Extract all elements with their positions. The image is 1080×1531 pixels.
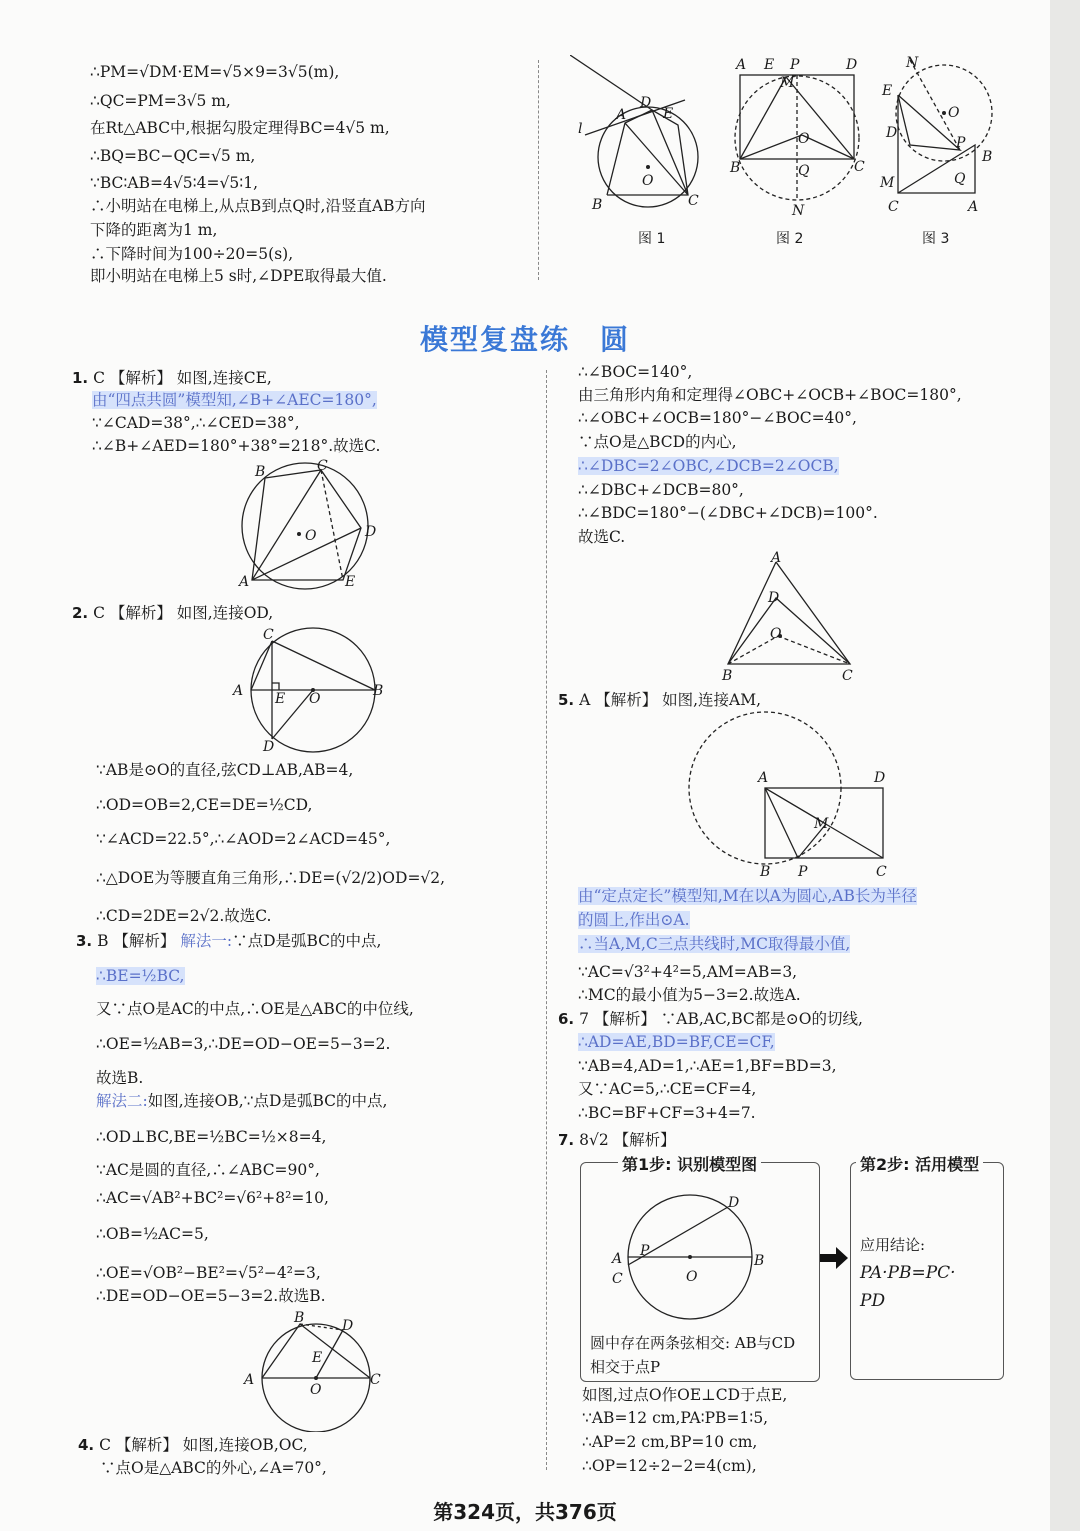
q7-diagram	[600, 1185, 775, 1320]
text-line: 又∵点O是AC的中点,∴OE是△ABC的中位线,	[96, 1000, 414, 1018]
svg-text:B: B	[255, 464, 266, 480]
svg-text:M: M	[880, 175, 895, 191]
svg-text:E: E	[312, 1350, 323, 1366]
arrow-icon	[820, 1245, 850, 1271]
svg-text:C: C	[854, 159, 865, 175]
text-line: 故选C.	[578, 528, 626, 546]
text-line: ∴∠DBC+∠DCB=80°,	[578, 481, 744, 499]
svg-text:B: B	[592, 197, 603, 213]
text-line: ∵AB=4,AD=1,∴AE=1,BF=BD=3,	[578, 1057, 837, 1075]
text-line: ∵AB是⊙O的直径,弦CD⊥AB,AB=4,	[96, 761, 354, 779]
text-line: ∵∠CAD=38°,∴∠CED=38°,	[92, 414, 300, 432]
text-line: 解法二:如图,连接OB,∵点D是弧BC的中点,	[96, 1092, 388, 1110]
svg-text:D: D	[263, 739, 275, 753]
text-line: ∴∠OBC+∠OCB=180°−∠BOC=40°,	[578, 409, 857, 427]
text-line: ∴OD⊥BC,BE=½BC=½×8=4,	[96, 1128, 327, 1146]
column-divider	[538, 60, 539, 280]
step2-text: 应用结论:	[860, 1236, 926, 1254]
svg-text:O: O	[948, 105, 960, 121]
text-line: ∴MC的最小值为5−3=2.故选A.	[578, 986, 801, 1004]
text-line: ∴CD=2DE=2√2.故选C.	[96, 907, 272, 925]
page-footer: 第324页，共376页	[433, 1500, 617, 1524]
svg-text:B: B	[760, 864, 771, 880]
text-line: 下降的距离为1 m,	[90, 221, 218, 239]
svg-text:Q: Q	[798, 163, 810, 179]
question-number: 1.	[72, 369, 89, 387]
q1-diagram	[225, 458, 385, 593]
section-title: 模型复盘练 圆	[419, 323, 630, 356]
q3-diagram	[238, 1308, 398, 1432]
text-line: 由“定点定长”模型知,M在以A为圆心,AB长为半径	[578, 887, 917, 905]
svg-text:A: A	[771, 550, 782, 566]
text-line: ∵AB=12 cm,PA∶PB=1∶5,	[582, 1409, 769, 1427]
question-1-line: 1. C 【解析】 如图,连接CE,	[72, 369, 272, 387]
text-line: ∴∠BDC=180°−(∠DBC+∠DCB)=100°.	[578, 504, 878, 522]
q5-diagram	[680, 708, 900, 883]
step2-heading: 第2步: 活用模型	[856, 1152, 983, 1175]
text-line: ∵点O是△BCD的内心,	[578, 433, 737, 451]
svg-text:O: O	[305, 528, 317, 544]
svg-text:P: P	[956, 135, 966, 151]
page-edge	[1050, 0, 1080, 1531]
svg-text:D: D	[728, 1195, 740, 1211]
svg-text:E: E	[663, 106, 674, 122]
svg-text:C: C	[612, 1271, 623, 1287]
svg-text:M: M	[814, 816, 829, 832]
figure-1-diagram	[570, 55, 698, 207]
svg-text:A: A	[233, 683, 244, 699]
text-line: ∴AD=AE,BD=BF,CE=CF,	[578, 1033, 775, 1051]
figure-3-diagram	[896, 60, 992, 193]
question-5-line: 5. A 【解析】 如图,连接AM,	[558, 691, 762, 709]
svg-text:l: l	[578, 121, 583, 137]
svg-text:N: N	[906, 55, 919, 71]
text-line: ∴∠B+∠AED=180°+38°=218°.故选C.	[92, 437, 381, 455]
svg-text:P: P	[640, 1243, 650, 1259]
text-line: ∴DE=OD−OE=5−3=2.故选B.	[96, 1287, 326, 1305]
svg-text:B: B	[373, 683, 384, 699]
text-line: ∴OE=√OB²−BE²=√5²−4²=3,	[96, 1264, 321, 1282]
text-line: ∴AP=2 cm,BP=10 cm,	[582, 1433, 758, 1451]
svg-text:E: E	[275, 691, 286, 707]
q2-diagram	[225, 625, 395, 753]
question-6-line: 6. 7 【解析】 ∵AB,AC,BC都是⊙O的切线,	[558, 1010, 863, 1028]
text-line: 又∵AC=5,∴CE=CF=4,	[578, 1080, 757, 1098]
svg-text:D: D	[342, 1318, 354, 1334]
text-line: 在Rt△ABC中,根据勾股定理得BC=4√5 m,	[90, 119, 390, 137]
text-line: ∵AC=√3²+4²=5,AM=AB=3,	[578, 963, 798, 981]
svg-text:C: C	[688, 193, 699, 209]
svg-text:N: N	[792, 203, 805, 219]
text-line: ∴∠DBC=2∠OBC,∠DCB=2∠OCB,	[578, 457, 839, 475]
svg-text:A: A	[758, 770, 769, 786]
text-line: ∴AC=√AB²+BC²=√6²+8²=10,	[96, 1189, 329, 1207]
svg-text:C: C	[370, 1372, 381, 1388]
question-7-line: 7. 8√2 【解析】	[558, 1131, 676, 1149]
text-line: ∴BC=BF+CF=3+4=7.	[578, 1104, 756, 1122]
text-line: 由三角形内角和定理得∠OBC+∠OCB+∠BOC=180°,	[578, 386, 962, 404]
svg-text:A: A	[239, 574, 250, 590]
svg-text:P: P	[798, 864, 808, 880]
step2-text: PD	[860, 1291, 886, 1311]
svg-text:A: A	[616, 107, 627, 123]
text-line: ∴PM=√DM·EM=√5×9=3√5(m),	[90, 63, 340, 81]
svg-text:B: B	[294, 1310, 305, 1326]
svg-text:D: D	[365, 524, 377, 540]
svg-text:C: C	[842, 668, 853, 683]
text-line: ∴OP=12÷2−2=4(cm),	[582, 1457, 757, 1475]
text-line: ∴QC=PM=3√5 m,	[90, 92, 231, 110]
text-line: 故选B.	[96, 1069, 144, 1087]
svg-text:C: C	[263, 627, 274, 643]
figure-caption: 图 1	[638, 231, 666, 247]
svg-text:E: E	[345, 574, 356, 590]
svg-text:B: B	[754, 1253, 765, 1269]
svg-text:A: A	[968, 199, 979, 215]
svg-text:A: A	[244, 1372, 255, 1388]
svg-text:A: A	[736, 57, 747, 73]
q4-diagram	[716, 548, 866, 683]
svg-text:O: O	[798, 131, 810, 147]
figure-caption: 图 2	[776, 231, 804, 247]
svg-text:D: D	[768, 590, 780, 606]
svg-text:A: A	[612, 1251, 623, 1267]
text-line: ∴OD=OB=2,CE=DE=½CD,	[96, 796, 313, 814]
text-line: ∴小明站在电梯上,从点B到点Q时,沿竖直AB方向	[90, 197, 426, 215]
svg-text:B: B	[722, 668, 733, 683]
text-line: ∴∠BOC=140°,	[578, 363, 693, 381]
text-line: ∵AC是圆的直径,∴∠ABC=90°,	[96, 1161, 320, 1179]
svg-text:E: E	[764, 57, 775, 73]
figure-caption: 图 3	[922, 231, 950, 247]
svg-text:O: O	[310, 1382, 322, 1398]
svg-text:C: C	[876, 864, 887, 880]
svg-text:O: O	[642, 173, 654, 189]
svg-text:E: E	[882, 83, 893, 99]
top-figures	[570, 55, 1010, 225]
text-line: ∴BE=½BC,	[96, 967, 185, 985]
svg-text:D: D	[846, 57, 858, 73]
svg-text:D: D	[886, 125, 898, 141]
step1-text: 相交于点P	[590, 1358, 661, 1376]
svg-text:O: O	[770, 626, 782, 642]
svg-text:C: C	[317, 458, 328, 474]
text-line: ∴OE=½AB=3,∴DE=OD−OE=5−3=2.	[96, 1035, 391, 1053]
step1-text: 圆中存在两条弦相交: AB与CD	[590, 1334, 796, 1352]
column-divider	[546, 370, 547, 1470]
text-line: 如图,过点O作OE⊥CD于点E,	[582, 1386, 788, 1404]
svg-text:M: M	[780, 75, 795, 91]
text-line: 即小明站在电梯上5 s时,∠DPE取得最大值.	[90, 267, 387, 285]
figure-2-diagram	[735, 75, 859, 200]
question-4-line: 4. C 【解析】 如图,连接OB,OC,	[78, 1436, 308, 1454]
text-line: ∴下降时间为100÷20=5(s),	[90, 245, 294, 263]
step2-text: PA·PB=PC·	[860, 1263, 956, 1283]
text-line: ∵点O是△ABC的外心,∠A=70°,	[100, 1459, 327, 1477]
text-line: ∵∠ACD=22.5°,∴∠AOD=2∠ACD=45°,	[96, 830, 391, 848]
svg-text:O: O	[309, 691, 321, 707]
question-3-line: 3. B 【解析】 解法一:∵点D是弧BC的中点,	[76, 932, 382, 950]
text-line: 由“四点共圆”模型知,∠B+∠AEC=180°,	[92, 391, 377, 409]
text-line: ∵BC∶AB=4√5∶4=√5∶1,	[90, 174, 259, 192]
text-line: ∴△DOE为等腰直角三角形,∴DE=(√2/2)OD=√2,	[96, 869, 446, 887]
text-line: 的圆上,作出⊙A.	[578, 911, 690, 929]
svg-text:D: D	[640, 95, 652, 111]
svg-text:B: B	[982, 149, 993, 165]
svg-text:P: P	[790, 57, 800, 73]
text-line: ∴OB=½AC=5,	[96, 1225, 209, 1243]
text-line: ∴当A,M,C三点共线时,MC取得最小值,	[578, 935, 851, 953]
svg-text:O: O	[686, 1269, 698, 1285]
svg-text:D: D	[874, 770, 886, 786]
question-2-line: 2. C 【解析】 如图,连接OD,	[72, 604, 274, 622]
svg-text:B: B	[730, 160, 741, 176]
text-line: ∴BQ=BC−QC=√5 m,	[90, 147, 256, 165]
svg-text:C: C	[888, 199, 899, 215]
svg-text:Q: Q	[954, 171, 966, 187]
step1-heading: 第1步: 识别模型图	[618, 1152, 761, 1175]
